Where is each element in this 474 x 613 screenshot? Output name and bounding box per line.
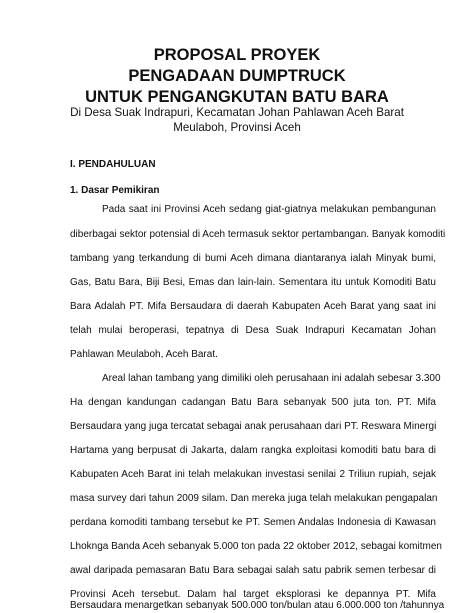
paragraph-line: Gas, Batu Bara, Biji Besi, Emas dan lain-lain. Sementara itu untuk Komoditi Batu: [70, 277, 436, 288]
paragraph-line: perdana komoditi tambang tersebut ke PT. Semen Andalas Indonesia di Kawasan: [70, 517, 436, 528]
paragraph-line: tambang yang terkandung di bumi Aceh dimana diantaranya ialah Minyak bumi,: [70, 253, 436, 264]
paragraph-line: masa survey dari tahun 2009 silam. Dan mereka juga telah melakukan pengapalan: [70, 493, 438, 504]
paragraph-line: Hartama yang berpusat di Jakarta, dalam rangka exploitasi komoditi batu bara di: [70, 445, 436, 456]
paragraph-line: Bara Adalah PT. Mifa Bersaudara di daerah Kabupaten Aceh Barat yang saat ini: [70, 301, 436, 312]
document-subtitle-line-2: Meulaboh, Provinsi Aceh: [173, 121, 301, 134]
paragraph-line: diberbagai sektor potensial di Aceh termasuk sektor pertambangan. Banyak komoditi: [70, 229, 446, 240]
paragraph-line: Kabupaten Aceh Barat ini telah melakukan investasi senilai 2 Triliun rupiah, sejak: [70, 469, 436, 480]
paragraph-line: Pada saat ini Provinsi Aceh sedang giat-giatnya melakukan pembangunan: [102, 204, 436, 215]
paragraph-line: Bersaudara menargetkan sebanyak 500.000 ton/bulan atau 6.000.000 ton /tahunnya: [70, 600, 445, 611]
paragraph-line: Bersaudara yang juga tercatat sebagai anak perusahaan dari PT. Reswara Minergi: [70, 421, 437, 432]
paragraph-line: Lhoknga Banda Aceh sebanyak 5.000 ton pada 22 oktober 2012, sebagai komitmen: [70, 541, 442, 552]
document-subtitle-line-1: Di Desa Suak Indrapuri, Kecamatan Johan Pahlawan Aceh Barat: [70, 106, 404, 119]
paragraph-line: Provinsi Aceh tersebut. Dalam hal target eksplorasi ke depannya PT. Mifa: [70, 589, 436, 600]
section-heading: I. PENDAHULUAN: [70, 159, 156, 170]
paragraph-line: Pahlawan Meulaboh, Aceh Barat.: [70, 349, 218, 360]
paragraph-line: awal daripada pemasaran Batu Bara sebagai salah satu pabrik semen terbesar di: [70, 565, 436, 576]
document-title-line-2: PENGADAAN DUMPTRUCK: [128, 67, 346, 85]
document-title-line-1: PROPOSAL PROYEK: [153, 46, 321, 64]
paragraph-line: Areal lahan tambang yang dimiliki oleh perusahaan ini adalah sebesar 3.300: [102, 373, 441, 384]
paragraph-line: Ha dengan kandungan cadangan Batu Bara sebanyak 500 juta ton. PT. Mifa: [70, 397, 436, 408]
document-title-line-3: UNTUK PENGANGKUTAN BATU BARA: [85, 88, 389, 106]
paragraph-line: telah mulai beroperasi, tepatnya di Desa Suak Indrapuri Kecamatan Johan: [70, 325, 436, 336]
subsection-heading: 1. Dasar Pemikiran: [70, 185, 160, 196]
